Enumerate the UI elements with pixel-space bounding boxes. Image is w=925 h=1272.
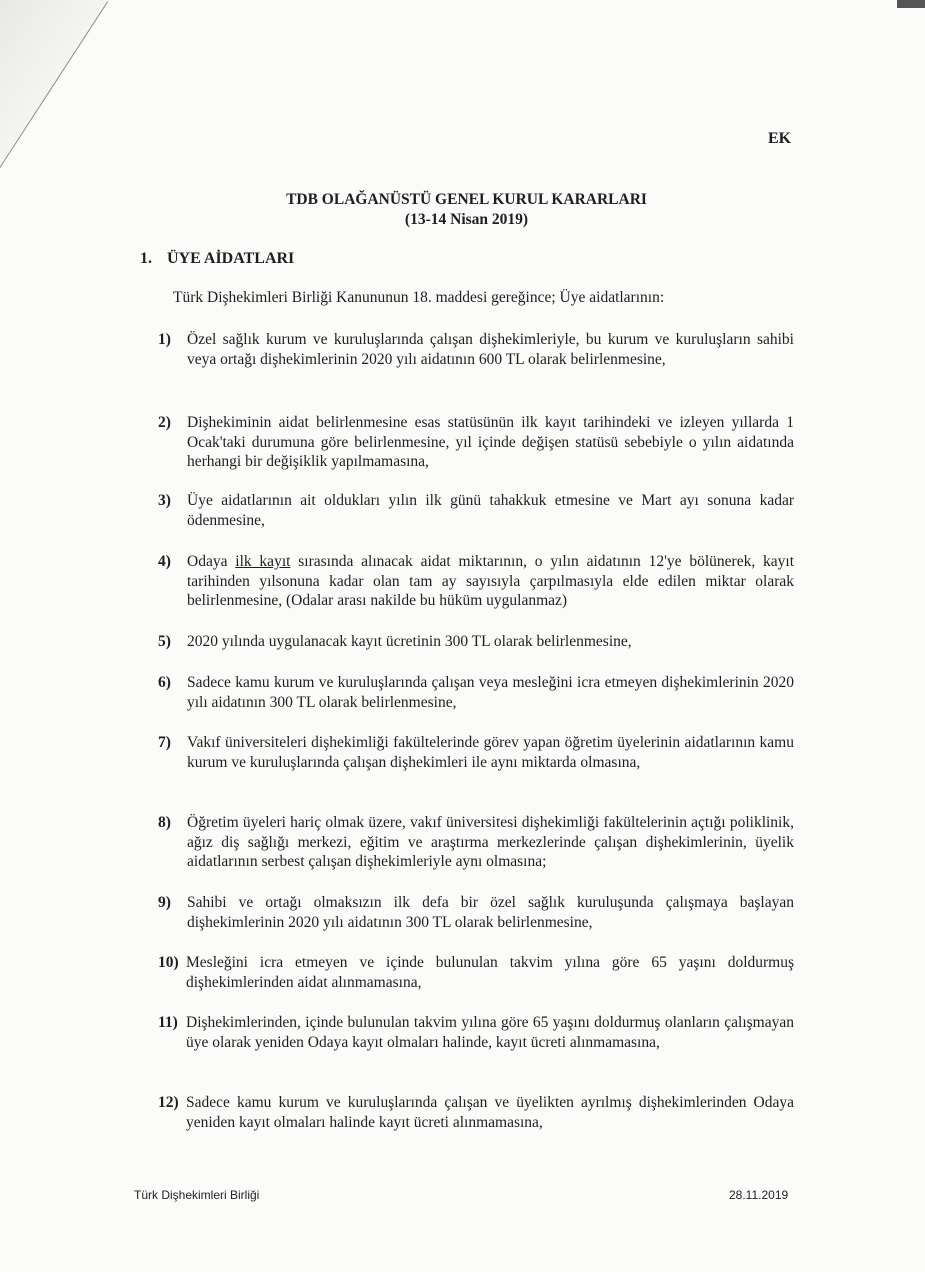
item-text: Dişhekimlerinden, içinde bulunulan takvim yılına göre 65 yaşını doldurmuş olanların çalışmayan üye olarak yeniden Odaya kayıt olmaları halinde, kayıt ücreti alınmamasına, [186,1014,794,1051]
item-number: 4) [158,553,171,570]
item-number: 11) [158,1014,178,1031]
item-number: 6) [158,674,171,691]
annex-label: EK [768,130,792,147]
item-number: 12) [158,1094,179,1111]
item-text: Sadece kamu kurum ve kuruluşlarında çalışan ve üyelikten ayrılmış dişhekimlerinden Odaya yeniden kayıt olmaları halinde kayıt ücreti alınmamasına, [186,1094,794,1131]
footer-date: 28.11.2019 [729,1188,789,1202]
item-text: 2020 yılında uygulanacak kayıt ücretinin 300 TL olarak belirlenmesine, [187,633,632,650]
item-text: Öğretim üyeleri hariç olmak üzere, vakıf üniversitesi dişhekimliği fakültelerinin açtığı poliklinik, ağız diş sağlığı merkezi, eğitim ve araştırma merkezlerinde çalışan dişhekimlerinin, üyelik aidatlarının serbest çalışan dişhekimleriyle aynı olmasına; [187,814,794,870]
item-number: 1) [158,331,171,348]
item-text: Sadece kamu kurum ve kuruluşlarında çalışan veya mesleğini icra etmeyen dişhekimlerinin 2020 yılı aidatının 300 TL olarak belirlenmesine, [187,674,794,711]
list-item-6 [158,673,794,712]
list-item-2 [158,413,794,472]
item-text: Vakıf üniversiteleri dişhekimliği fakültelerinde görev yapan öğretim üyelerinin aidatlarının kamu kurum ve kuruluşlarında çalışan dişhekimleri ile aynı miktarda olmasına, [187,734,794,771]
title-line-1: TDB OLAĞANÜSTÜ GENEL KURUL KARARLARI [286,191,647,208]
item-number: 9) [158,894,171,911]
scan-edge-mark [897,0,925,8]
item-text-underlined: ilk kayıt [235,553,291,570]
document-title [0,190,925,230]
item-text-part: Odaya [187,553,236,570]
list-item-12 [158,1093,794,1132]
list-item-8 [158,813,794,872]
item-number: 5) [158,633,171,650]
intro-paragraph: Türk Dişhekimleri Birliği Kanununun 18. maddesi gereğince; Üye aidatlarının: [173,289,665,306]
item-text: Sahibi ve ortağı olmaksızın ilk defa bir özel sağlık kuruluşunda çalışmaya başlayan dişhekimlerinin 2020 yılı aidatının 300 TL olarak belirlenmesine, [187,894,794,931]
list-item-11 [158,1013,794,1052]
list-item-10 [158,953,794,992]
list-item-9 [158,893,794,932]
item-number: 3) [158,492,171,509]
item-text: Özel sağlık kurum ve kuruluşlarında çalışan dişhekimleriyle, bu kurum ve kuruluşların sahibi veya ortağı dişhekimlerinin 2020 yılı aidatının 600 TL olarak belirlenmesine, [187,331,794,368]
item-text-part: sırasında alınacak aidat miktarının, o yılın aidatının 12'ye bölünerek, kayıt tarihinden yılsonuna kadar olan tam ay sayısıyla çarpılmasıyla elde edilen miktar olarak belirlenmesine, (Odalar arası nakilde bu hüküm uygulanmaz) [187,553,794,609]
footer-organization: Türk Dişhekimleri Birliği [134,1188,260,1202]
list-item-5 [158,632,794,652]
list-item-7 [158,733,794,772]
list-item-3 [158,491,794,530]
item-number: 7) [158,734,171,751]
list-item-4 [158,552,794,611]
section-heading [140,250,294,268]
item-number: 8) [158,814,171,831]
item-text: Dişhekiminin aidat belirlenmesine esas statüsünün ilk kayıt tarihindeki ve izleyen yıllarda 1 Ocak'taki durumuna göre belirlenmesine, yıl içinde değişen statüsü sebebiyle o yılın aidatında herhangi bir değişiklik yapılmamasına, [187,414,794,470]
item-text [187,552,794,611]
section-title: ÜYE AİDATLARI [167,250,295,267]
title-line-2: (13-14 Nisan 2019) [404,211,529,228]
list-item-1 [158,330,794,369]
item-number: 2) [158,414,171,431]
item-text: Üye aidatlarının ait oldukları yılın ilk günü tahakkuk etmesine ve Mart ayı sonuna kadar ödenmesine, [187,492,794,529]
section-number: 1. [140,250,152,267]
item-number: 10) [158,954,179,971]
item-text: Mesleğini icra etmeyen ve içinde bulunulan takvim yılına göre 65 yaşını doldurmuş dişhekimlerinden aidat alınmamasına, [186,954,794,991]
